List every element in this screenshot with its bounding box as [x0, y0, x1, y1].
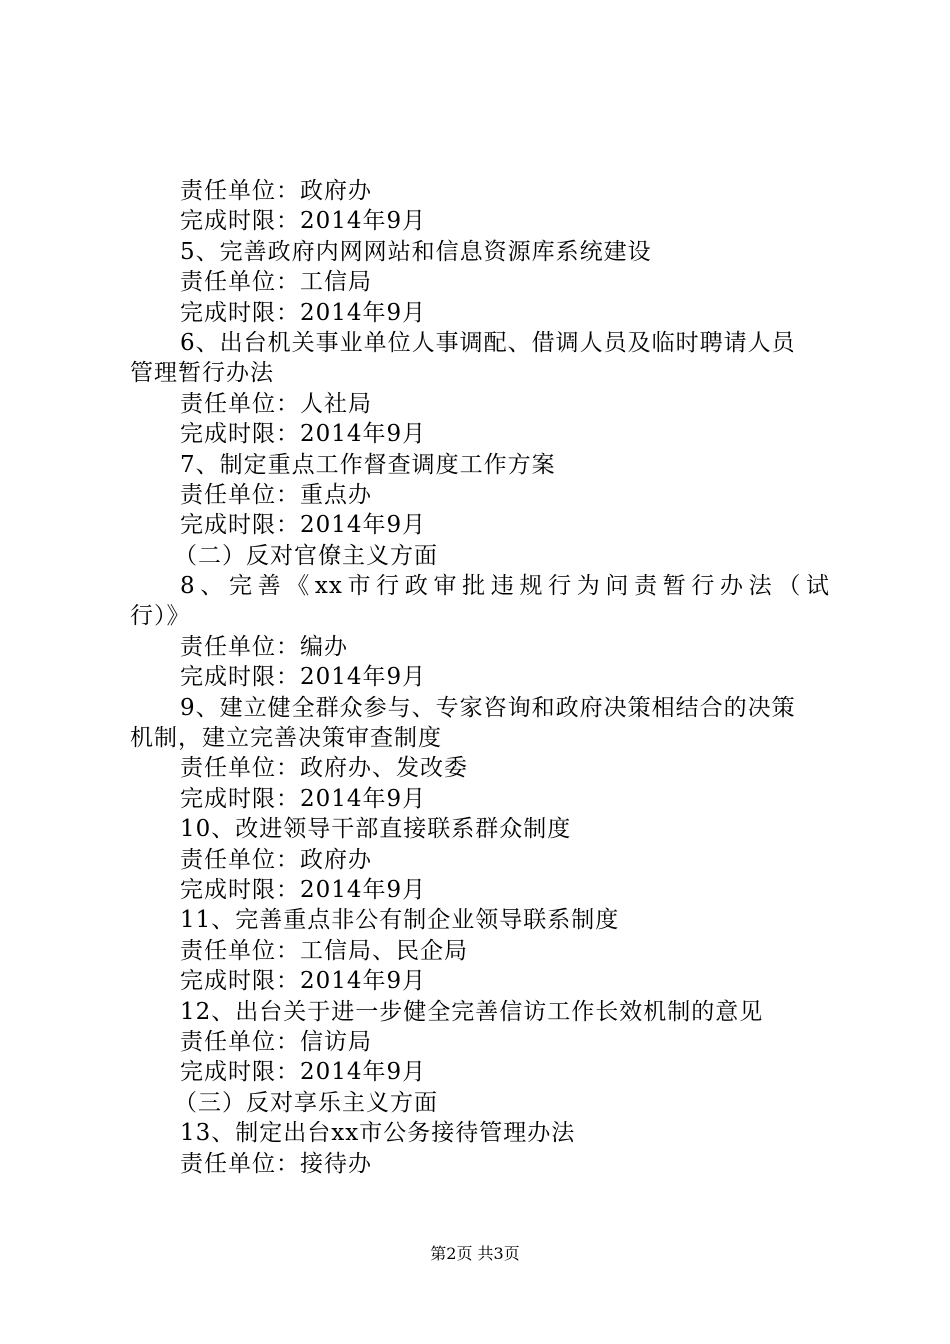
text-line: 完成时限：2014年9月: [180, 664, 427, 691]
text-line: 机制，建立完善决策审查制度: [130, 725, 442, 752]
text-line: 6、出台机关事业单位人事调配、借调人员及临时聘请人员: [180, 329, 796, 356]
text-line: 12、出台关于进一步健全完善信访工作长效机制的意见: [180, 998, 764, 1025]
text-line: 责任单位：政府办、发改委: [180, 755, 468, 782]
text-line: 10、改进领导干部直接联系群众制度: [180, 816, 572, 843]
text-line: 责任单位：接待办: [180, 1150, 372, 1177]
text-line: 完成时限：2014年9月: [180, 421, 427, 448]
text-line: 完成时限：2014年9月: [180, 1059, 427, 1086]
text-line: 责任单位：工信局、民企局: [180, 937, 468, 964]
text-line: 完成时限：2014年9月: [180, 968, 427, 995]
section-heading: （二）反对官僚主义方面: [174, 542, 438, 569]
page-footer: 第2页 共3页: [430, 1244, 520, 1263]
text-line: 责任单位：人社局: [180, 390, 372, 417]
text-line: 完成时限：2014年9月: [180, 876, 427, 903]
text-line: 责任单位：工信局: [180, 269, 372, 296]
text-line: 5、完善政府内网网站和信息资源库系统建设: [180, 238, 652, 265]
text-line: 责任单位：政府办: [180, 846, 372, 873]
text-line: 行）》: [130, 603, 191, 630]
text-line: 完成时限：2014年9月: [180, 785, 427, 812]
text-line: 责任单位：政府办: [180, 178, 372, 204]
text-line: 完成时限：2014年9月: [180, 512, 427, 539]
text-line: 责任单位：重点办: [180, 481, 372, 508]
text-line: 7、制定重点工作督查调度工作方案: [180, 451, 556, 478]
text-line: 11、完善重点非公有制企业领导联系制度: [180, 907, 620, 934]
text-line: 责任单位：信访局: [180, 1028, 372, 1055]
text-line: 责任单位：编办: [180, 633, 348, 660]
text-line: 完成时限：2014年9月: [180, 299, 427, 326]
text-line: 13、制定出台xx市公务接待管理办法: [180, 1120, 576, 1147]
text-line: 完成时限：2014年9月: [180, 208, 427, 235]
text-line: 管理暂行办法: [130, 360, 274, 387]
text-line: 9、建立健全群众参与、专家咨询和政府决策相结合的决策: [180, 694, 796, 721]
document-body: [130, 176, 830, 1179]
text-line: 8、完善《xx市行政审批违规行为问责暂行办法（试: [180, 573, 830, 600]
section-heading: （三）反对享乐主义方面: [174, 1089, 438, 1116]
